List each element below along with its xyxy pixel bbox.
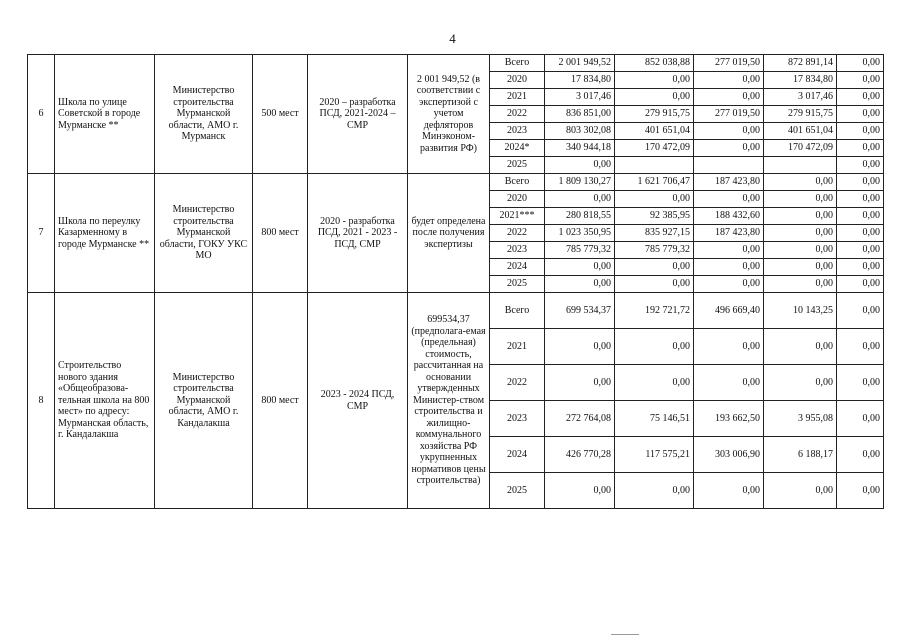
amount-cell: 0,00 — [764, 174, 837, 191]
amount-cell: 785 779,32 — [615, 242, 694, 259]
amount-cell: 0,00 — [615, 89, 694, 106]
bottom-mark — [611, 634, 639, 635]
year-cell: 2021 — [490, 329, 545, 365]
amount-cell: 0,00 — [694, 365, 764, 401]
amount-cell: 699 534,37 — [545, 293, 615, 329]
program-table — [27, 54, 884, 509]
amount-cell: 10 143,25 — [764, 293, 837, 329]
year-cell: Всего — [490, 174, 545, 191]
capacity: 800 мест — [253, 174, 308, 293]
amount-cell: 0,00 — [694, 140, 764, 157]
amount-cell: 0,00 — [615, 473, 694, 509]
amount-cell: 0,00 — [764, 208, 837, 225]
amount-cell: 803 302,08 — [545, 123, 615, 140]
year-cell: 2024 — [490, 437, 545, 473]
amount-cell: 3 017,46 — [764, 89, 837, 106]
amount-cell: 0,00 — [764, 365, 837, 401]
amount-cell: 401 651,04 — [615, 123, 694, 140]
amount-cell: 6 188,17 — [764, 437, 837, 473]
year-cell: 2025 — [490, 473, 545, 509]
amount-cell: 852 038,88 — [615, 55, 694, 72]
amount-cell: 0,00 — [545, 276, 615, 293]
amount-cell: 0,00 — [615, 329, 694, 365]
year-cell: 2022 — [490, 365, 545, 401]
amount-cell: 0,00 — [764, 225, 837, 242]
estimated-cost: 2 001 949,52 (в соответствии с экспертизой с учетом дефляторов Минэконом-развития РФ) — [408, 55, 490, 174]
amount-cell: 0,00 — [837, 437, 884, 473]
amount-cell: 280 818,55 — [545, 208, 615, 225]
amount-cell: 3 955,08 — [764, 401, 837, 437]
amount-cell: 193 662,50 — [694, 401, 764, 437]
estimated-cost: 699534,37 (предполага-емая (предельная) стоимость, рассчитанная на основании утвержденных Министер-ством строительства и жилищно-коммунального хозяйства РФ укрупненных нормативов цены строительства) — [408, 293, 490, 509]
year-cell: Всего — [490, 55, 545, 72]
amount-cell: 0,00 — [764, 473, 837, 509]
year-cell: 2020 — [490, 191, 545, 208]
amount-cell: 0,00 — [837, 242, 884, 259]
amount-cell: 0,00 — [764, 191, 837, 208]
table-row — [28, 55, 884, 72]
object-name: Школа по улице Советской в городе Мурманске ** — [55, 55, 155, 174]
year-cell: 2025 — [490, 157, 545, 174]
amount-cell: 0,00 — [694, 123, 764, 140]
amount-cell: 2 001 949,52 — [545, 55, 615, 72]
year-cell: 2021*** — [490, 208, 545, 225]
object-name: Школа по переулку Казарменному в городе Мурманске ** — [55, 174, 155, 293]
amount-cell: 17 834,80 — [545, 72, 615, 89]
amount-cell: 0,00 — [837, 123, 884, 140]
amount-cell: 0,00 — [764, 329, 837, 365]
amount-cell: 0,00 — [545, 191, 615, 208]
amount-cell: 872 891,14 — [764, 55, 837, 72]
year-cell: 2022 — [490, 225, 545, 242]
year-cell: 2021 — [490, 89, 545, 106]
row-number: 8 — [28, 293, 55, 509]
page-number: 4 — [449, 31, 456, 46]
amount-cell: 0,00 — [837, 140, 884, 157]
amount-cell: 279 915,75 — [764, 106, 837, 123]
capacity: 800 мест — [253, 293, 308, 509]
amount-cell: 0,00 — [837, 106, 884, 123]
year-cell: 2023 — [490, 401, 545, 437]
amount-cell: 0,00 — [837, 225, 884, 242]
amount-cell: 0,00 — [615, 72, 694, 89]
amount-cell — [694, 157, 764, 174]
amount-cell: 0,00 — [837, 174, 884, 191]
amount-cell: 277 019,50 — [694, 106, 764, 123]
amount-cell: 75 146,51 — [615, 401, 694, 437]
ministry: Министерство строительства Мурманской области, ГОКУ УКС МО — [155, 174, 253, 293]
amount-cell: 426 770,28 — [545, 437, 615, 473]
year-cell: 2020 — [490, 72, 545, 89]
ministry: Министерство строительства Мурманской области, АМО г. Кандалакша — [155, 293, 253, 509]
amount-cell: 0,00 — [837, 191, 884, 208]
amount-cell: 0,00 — [694, 276, 764, 293]
amount-cell: 17 834,80 — [764, 72, 837, 89]
amount-cell: 1 023 350,95 — [545, 225, 615, 242]
amount-cell: 0,00 — [694, 473, 764, 509]
amount-cell: 835 927,15 — [615, 225, 694, 242]
year-cell: 2025 — [490, 276, 545, 293]
year-cell: 2024 — [490, 259, 545, 276]
object-name: Строительство нового здания «Общеобразова-тельная школа на 800 мест» по адресу: Мурманская область, г. Кандалакша — [55, 293, 155, 509]
amount-cell: 279 915,75 — [615, 106, 694, 123]
amount-cell — [615, 157, 694, 174]
amount-cell: 0,00 — [837, 329, 884, 365]
amount-cell: 0,00 — [837, 89, 884, 106]
ministry: Министерство строительства Мурманской области, АМО г. Мурманск — [155, 55, 253, 174]
amount-cell: 1 621 706,47 — [615, 174, 694, 191]
amount-cell: 0,00 — [615, 276, 694, 293]
amount-cell: 0,00 — [545, 157, 615, 174]
amount-cell: 0,00 — [837, 55, 884, 72]
amount-cell: 0,00 — [545, 259, 615, 276]
amount-cell: 0,00 — [615, 259, 694, 276]
amount-cell: 0,00 — [694, 72, 764, 89]
amount-cell: 0,00 — [837, 473, 884, 509]
amount-cell: 170 472,09 — [615, 140, 694, 157]
amount-cell: 340 944,18 — [545, 140, 615, 157]
amount-cell: 188 432,60 — [694, 208, 764, 225]
estimated-cost: будет определена после получения экспертизы — [408, 174, 490, 293]
amount-cell: 0,00 — [837, 259, 884, 276]
amount-cell: 117 575,21 — [615, 437, 694, 473]
amount-cell: 836 851,00 — [545, 106, 615, 123]
amount-cell: 3 017,46 — [545, 89, 615, 106]
row-number: 6 — [28, 55, 55, 174]
year-cell: 2024* — [490, 140, 545, 157]
amount-cell: 92 385,95 — [615, 208, 694, 225]
amount-cell: 0,00 — [837, 401, 884, 437]
amount-cell: 0,00 — [694, 329, 764, 365]
amount-cell: 0,00 — [545, 329, 615, 365]
amount-cell: 401 651,04 — [764, 123, 837, 140]
amount-cell: 785 779,32 — [545, 242, 615, 259]
amount-cell: 0,00 — [837, 276, 884, 293]
amount-cell: 0,00 — [837, 157, 884, 174]
amount-cell: 0,00 — [545, 473, 615, 509]
amount-cell: 303 006,90 — [694, 437, 764, 473]
amount-cell: 0,00 — [837, 72, 884, 89]
capacity: 500 мест — [253, 55, 308, 174]
amount-cell: 272 764,08 — [545, 401, 615, 437]
amount-cell: 1 809 130,27 — [545, 174, 615, 191]
year-cell: 2022 — [490, 106, 545, 123]
period: 2020 – разработка ПСД, 2021-2024 – СМР — [308, 55, 408, 174]
amount-cell: 187 423,80 — [694, 225, 764, 242]
amount-cell: 496 669,40 — [694, 293, 764, 329]
amount-cell: 0,00 — [694, 259, 764, 276]
amount-cell: 0,00 — [615, 365, 694, 401]
amount-cell: 0,00 — [694, 89, 764, 106]
amount-cell: 0,00 — [615, 191, 694, 208]
amount-cell: 0,00 — [764, 242, 837, 259]
period: 2023 - 2024 ПСД, СМР — [308, 293, 408, 509]
amount-cell: 0,00 — [694, 242, 764, 259]
amount-cell: 0,00 — [694, 191, 764, 208]
amount-cell — [764, 157, 837, 174]
amount-cell: 0,00 — [837, 208, 884, 225]
amount-cell: 277 019,50 — [694, 55, 764, 72]
amount-cell: 0,00 — [837, 293, 884, 329]
year-cell: 2023 — [490, 123, 545, 140]
amount-cell: 0,00 — [764, 259, 837, 276]
amount-cell: 192 721,72 — [615, 293, 694, 329]
amount-cell: 187 423,80 — [694, 174, 764, 191]
row-number: 7 — [28, 174, 55, 293]
amount-cell: 0,00 — [764, 276, 837, 293]
year-cell: Всего — [490, 293, 545, 329]
amount-cell: 170 472,09 — [764, 140, 837, 157]
table-row — [28, 174, 884, 191]
amount-cell: 0,00 — [837, 365, 884, 401]
year-cell: 2023 — [490, 242, 545, 259]
period: 2020 - разработка ПСД, 2021 - 2023 - ПСД, СМР — [308, 174, 408, 293]
table-row — [28, 293, 884, 329]
amount-cell: 0,00 — [545, 365, 615, 401]
